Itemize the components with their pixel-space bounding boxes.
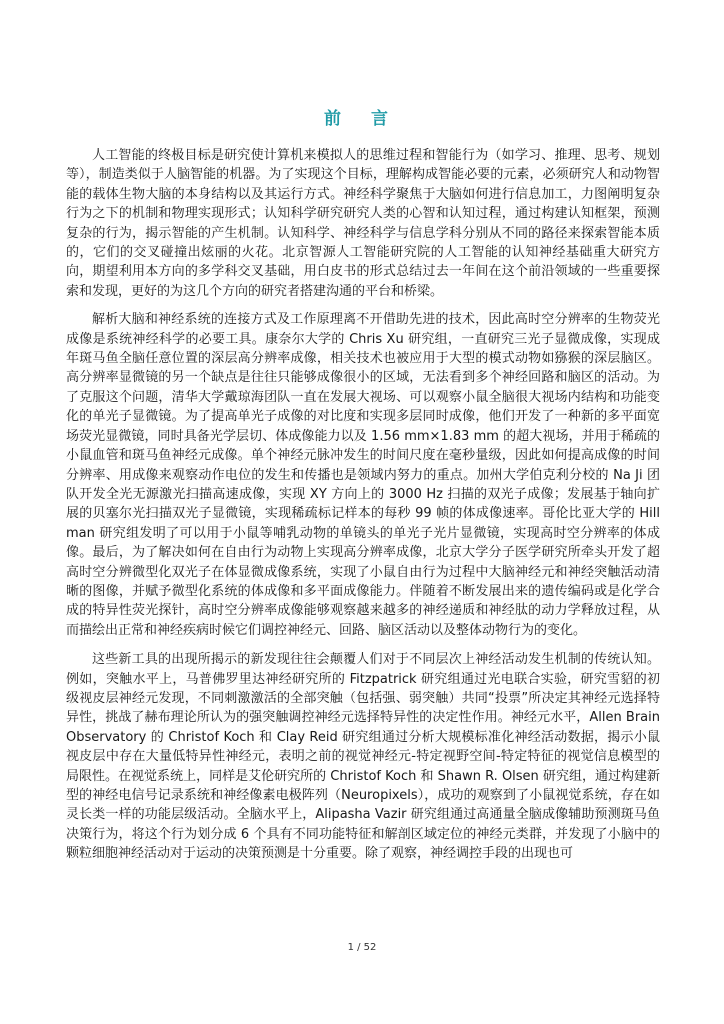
- paragraph-1: 人工智能的终极目标是研究使计算机来模拟人的思维过程和智能行为（如学习、推理、思考、规划等），制造类似于人脑智能的机器。为了实现这个目标，理解构成智能必要的元素，必须研究人和动物智能的载体生物大脑的本身结构以及其运行方式。神经科学聚焦于大脑如何进行信息加工，力图阐明复杂行为之下的机制和物理实现形式；认知科学研究研究人类的心智和认知过程，通过构建认知框架，预测复杂的行为，揭示智能的产生机制。认知科学、神经科学与信息学科分别从不同的路径来探索智能本质的，它们的交叉碰撞出炫丽的火花。北京智源人工智能研究院的人工智能的认知神经基础重大研究方向，期望利用本方向的多学科交叉基础，用白皮书的形式总结过去一年间在这个前沿领域的一些重要探索和发现，更好的为这几个方向的研究者搭建沟通的平台和桥梁。: [66, 148, 660, 299]
- paragraph-3: 这些新工具的出现所揭示的新发现往往会颠覆人们对于不同层次上神经活动发生机制的传统认知。例如，突触水平上，马普佛罗里达神经研究所的 Fitzpatrick 研究组通过光电联合实验，研究雪貂的初级视皮层神经元发现，不同刺激激活的全部突触（包括强、弱突触）共同“投票”所决定其神经元选择特异性，挑战了赫布理论所认为的强突触调控神经元选择特异性的决定性作用。神经元水平，Allen Brain Observatory 的 Christof Koch 和 Clay Reid 研究组通过分析大规模标准化神经活动数据，揭示小鼠视皮层中存在大量低特异性神经元，表明之前的视觉神经元-特定视野空间-特定特征的视觉信息模型的局限性。在视觉系统上，同样是艾伦研究所的 Christof Koch 和 Shawn R. Olsen 研究组，通过构建新型的神经电信号记录系统和神经像素电极阵列（Neuropixels），成功的观察到了小鼠视觉系统，存在如灵长类一样的功能层级活动。全脑水平上，Alipasha Vazir 研究组通过高通量全脑成像辅助预测斑马鱼决策行为，将这个行为划分成 6 个具有不同功能特征和解剖区域定位的神经元类群，并发现了小脑中的颗粒细胞神经活动对于运动的决策预测是十分重要。除了观察，神经调控手段的出现也可: [66, 652, 660, 862]
- page-title: 前 言: [324, 109, 400, 129]
- page-number: 1 / 52: [347, 942, 377, 953]
- body-text: [66, 146, 660, 873]
- paragraph-2: 解析大脑和神经系统的连接方式及工作原理离不开借助先进的技术，因此高时空分辨率的生物荧光成像是系统神经科学的必要工具。康奈尔大学的 Chris Xu 研究组，一直研究三光子显微成像，实现成年斑马鱼全脑任意位置的深层高分辨率成像，相关技术也被应用于大型的模式动物如猕猴的深层脑区。高分辨率显微镜的另一个缺点是往往只能够成像很小的区域，无法看到多个神经回路和脑区的活动。为了克服这个问题，清华大学戴琼海团队一直在发展大视场、可以观察小鼠全脑很大视场内结构和功能变化的单光子显微镜。为了提高单光子成像的对比度和实现多层同时成像，他们开发了一种新的多平面宽场荧光显微镜，同时具备光学层切、体成像能力以及 1.56 mm×1.83 mm 的超大视场，并用于稀疏的小鼠血管和斑马鱼神经元成像。单个神经元脉冲发生的时间尺度在毫秒量级，因此如何提高成像的时间分辨率、用成像来观察动作电位的发生和传播也是领域内努力的重点。加州大学伯克利分校的 Na Ji 团队开发全光无源激光扫描高速成像，实现 XY 方向上的 3000 Hz 扫描的双光子成像；发展基于轴向扩展的贝塞尔光扫描双光子显微镜，实现稀疏标记样本的每秒 99 帧的体成像速率。哥伦比亚大学的 Hillman 研究组发明了可以用于小鼠等哺乳动物的单镜头的单光子光片显微镜，实现高时空分辨率的体成像。最后，为了解决如何在自由行为动物上实现高分辨率成像，北京大学分子医学研究所牵头开发了超高时空分辨微型化双光子在体显微成像系统，实现了小鼠自由行为过程中大脑神经元和神经突触活动清晰的图像，并赋予微型化系统的体成像和多平面成像能力。伴随着不断发展出来的遗传编码或是化学合成的特异性荧光探针，高时空分辨率成像能够观察越来越多的神经递质和神经肽的动力学释放过程，从而描绘出正常和神经疾病时候它们调控神经元、回路、脑区活动以及整体动物行为的变化。: [66, 312, 660, 638]
